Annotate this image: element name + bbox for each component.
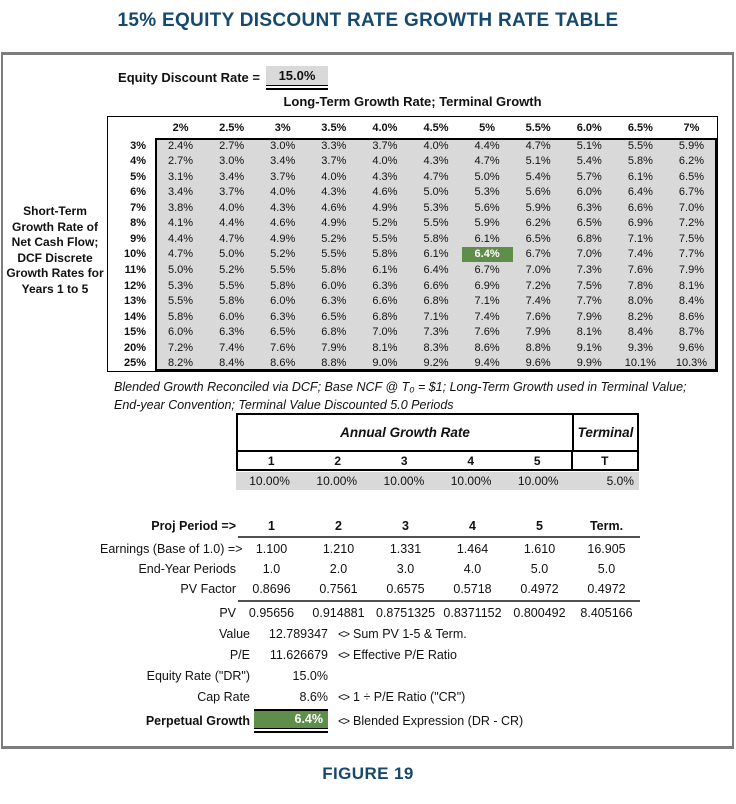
projection-value: 0.4972 [587,582,626,596]
matrix-cell: 7.5% [666,231,717,247]
projection-value: 0.8751325 [375,606,436,620]
matrix-cell: 7.9% [513,324,564,340]
matrix-row-header: 25% [123,357,146,370]
matrix-cell: 9.9% [564,355,615,371]
matrix-cell: 6.6% [410,278,461,294]
annual-growth-rate-title: Annual Growth Rate [340,425,470,440]
matrix-cell: 6.7% [666,185,717,201]
projection-value: 5.0 [530,562,549,576]
terminal-header: Terminal [572,415,637,450]
matrix-cell: 3.3% [308,138,359,154]
matrix-cell: 7.8% [615,278,666,294]
matrix-row-header: 4% [130,155,146,168]
matrix-col-header: 6.5% [627,121,653,134]
matrix-row-header: 15% [123,326,146,339]
projection-value: 1.331 [389,542,422,556]
matrix-cell: 3.7% [206,185,257,201]
projection-value: 2.0 [329,562,348,576]
matrix-cell: 6.7% [513,247,564,263]
matrix-cell: 9.0% [359,355,410,371]
annual-growth-period-row [236,452,639,471]
summary-note [336,627,700,641]
projection-value: 1.0 [262,562,281,576]
projection-value: 1 [268,518,275,533]
matrix-cell: 2.4% [155,138,206,154]
matrix-col-header: 5.5% [525,121,551,134]
matrix-col-header: 4.0% [372,121,398,134]
matrix-cell: 6.3% [359,278,410,294]
annual-growth-period-header: 5 [533,453,541,468]
matrix-cell: 6.0% [257,293,308,309]
matrix-cell: 3.7% [308,154,359,170]
matrix-cell: 6.0% [564,185,615,201]
matrix-cell: 6.2% [513,216,564,232]
annual-growth-period-header: 4 [467,453,475,468]
matrix-cell: 9.6% [513,355,564,371]
matrix-cell: 4.3% [308,185,359,201]
matrix-cell: 7.9% [564,309,615,325]
projection-row-label: Earnings (Base of 1.0) => [100,542,243,556]
page-title: 15% EQUITY DISCOUNT RATE GROWTH RATE TABLE [117,10,619,31]
matrix-cell: 4.0% [308,169,359,185]
matrix-cell: 7.4% [206,340,257,356]
matrix-cell: 4.7% [462,154,513,170]
matrix-row-header: 12% [123,279,146,292]
matrix-cell: 3.8% [155,200,206,216]
matrix-cell: 4.7% [410,169,461,185]
summary-row-label: Perpetual Growth [145,713,250,728]
matrix-cell: 5.4% [564,154,615,170]
matrix-cell: 8.6% [666,309,717,325]
matrix-cell: 6.3% [564,200,615,216]
matrix-cell: 4.0% [257,185,308,201]
matrix-cell: 5.5% [206,278,257,294]
matrix-cell: 7.7% [666,247,717,263]
matrix-cell: 8.2% [155,355,206,371]
matrix-cell: 8.6% [257,355,308,371]
projection-row [100,603,640,623]
matrix-cell: 8.1% [666,278,717,294]
matrix-cell: 5.4% [513,169,564,185]
matrix-row-header: 9% [130,232,146,245]
matrix-cell: 7.6% [513,309,564,325]
matrix-cell: 8.8% [308,355,359,371]
matrix-cell: 7.1% [410,309,461,325]
matrix-cell: 5.5% [308,247,359,263]
projection-value: 4.0 [463,562,482,576]
matrix-cell: 3.7% [359,138,410,154]
equity-discount-rate-label: Equity Discount Rate = [118,70,260,85]
diamond-marker: <> [338,626,349,641]
matrix-cell: 9.4% [462,355,513,371]
matrix-cell: 6.1% [462,231,513,247]
matrix-cell: 4.6% [257,216,308,232]
projection-value: 0.8371152 [443,606,502,620]
matrix-cell: 6.7% [462,262,513,278]
matrix-cell: 9.2% [410,355,461,371]
projection-value: 1.210 [322,542,355,556]
projection-value: 1.464 [456,542,489,556]
matrix-cell: 10.1% [615,355,666,371]
projection-value: 1.610 [523,542,556,556]
matrix-cell: 6.5% [666,169,717,185]
matrix-cell: 8.8% [513,340,564,356]
summary-note [336,714,700,728]
matrix-cell: 7.0% [666,200,717,216]
matrix-row-header: 11% [124,264,146,277]
matrix-cell: 6.5% [564,216,615,232]
projection-row [100,559,640,579]
matrix-cell: 7.4% [615,247,666,263]
matrix-cell: 2.7% [206,138,257,154]
matrix-cell: 5.5% [257,262,308,278]
matrix-cell: 8.0% [615,293,666,309]
matrix-highlighted-cell: 6.4% [462,247,513,263]
summary-row-label: Equity Rate ("DR") [146,668,250,683]
matrix-cell: 5.3% [410,200,461,216]
projection-value: 0.95656 [248,606,295,620]
projection-value: 2 [335,518,342,533]
matrix-cell: 7.6% [257,340,308,356]
projection-row [100,579,640,599]
summary-note-text: 1 ÷ P/E Ratio ("CR") [353,689,466,704]
matrix-col-header: 7% [683,121,700,134]
matrix-cell: 5.3% [155,278,206,294]
diamond-marker: <> [338,689,349,704]
figure-caption: FIGURE 19 [322,764,414,783]
annual-growth-value: 10.00% [316,474,358,488]
matrix-cell: 7.3% [564,262,615,278]
matrix-cell: 5.8% [410,231,461,247]
summary-row-label: P/E [229,647,250,662]
matrix-cell: 4.6% [359,185,410,201]
matrix-cell: 5.1% [564,138,615,154]
projection-row-label: PV Factor [180,582,236,596]
growth-matrix [107,116,718,372]
matrix-cell: 8.1% [359,340,410,356]
matrix-cell: 6.5% [257,324,308,340]
matrix-cell: 7.6% [615,262,666,278]
matrix-cell: 5.3% [462,185,513,201]
matrix-cell: 3.0% [257,138,308,154]
matrix-cell: 7.4% [513,293,564,309]
matrix-row-header: 13% [123,295,146,308]
footnote-line-1: Blended Growth Reconciled via DCF; Base NCF @ T₀ = $1; Long-Term Growth used in Terminal Value; [114,380,687,394]
annual-growth-value: 10.00% [450,474,492,488]
matrix-cell: 5.2% [308,231,359,247]
matrix-cell: 4.0% [206,200,257,216]
matrix-col-header: 3.5% [321,121,347,134]
matrix-cell: 5.9% [462,216,513,232]
projection-value: 3.0 [396,562,415,576]
matrix-row-header: 7% [130,201,146,214]
matrix-cell: 3.7% [257,169,308,185]
matrix-cell: 5.0% [206,247,257,263]
projection-value: 0.914881 [312,606,365,620]
projection-total-rule [238,600,640,602]
projection-row-label: End-Year Periods [138,562,236,576]
matrix-cell: 5.6% [462,200,513,216]
matrix-col-header: 5% [479,121,496,134]
summary-row [100,707,700,734]
matrix-cell: 6.6% [359,293,410,309]
summary-row-label: Cap Rate [197,689,250,704]
matrix-cell: 6.5% [308,309,359,325]
projection-row [100,539,640,559]
matrix-cell: 4.3% [257,200,308,216]
matrix-cell: 8.4% [666,293,717,309]
matrix-cell: 6.9% [462,278,513,294]
summary-note-text: Blended Expression (DR - CR) [353,713,524,728]
projection-value: Term. [589,518,624,533]
matrix-cell: 4.9% [257,231,308,247]
matrix-cell: 6.8% [359,309,410,325]
projection-row-label: PV [219,606,236,620]
matrix-cell: 7.9% [308,340,359,356]
projection-value: 0.7561 [319,582,358,596]
matrix-cell: 8.4% [206,355,257,371]
matrix-cell: 9.3% [615,340,666,356]
summary-note-text: Effective P/E Ratio [353,647,458,662]
matrix-cell: 4.0% [359,154,410,170]
matrix-cell: 5.9% [513,200,564,216]
matrix-cell: 9.1% [564,340,615,356]
matrix-cell: 6.9% [615,216,666,232]
matrix-cell: 6.0% [155,324,206,340]
projection-value: 1.100 [255,542,288,556]
summary-row [100,644,700,665]
annual-growth-rate-table [236,413,639,490]
matrix-cell: 6.8% [308,324,359,340]
matrix-cell: 4.7% [513,138,564,154]
matrix-cell: 7.6% [462,324,513,340]
matrix-cell: 8.1% [564,324,615,340]
summary-row [100,623,700,644]
matrix-cell: 8.2% [615,309,666,325]
projection-row [100,516,640,535]
matrix-cell: 5.5% [615,138,666,154]
matrix-cell: 5.0% [462,169,513,185]
matrix-cell: 5.2% [206,262,257,278]
matrix-row-header: 5% [130,170,146,183]
matrix-cell: 5.5% [155,293,206,309]
projection-value: 3 [402,518,409,533]
matrix-cell: 7.2% [513,278,564,294]
summary-value: 11.626679 [269,647,328,662]
matrix-row-header: 14% [123,310,146,323]
matrix-cell: 6.1% [359,262,410,278]
matrix-cell: 4.4% [206,216,257,232]
matrix-cell: 7.1% [615,231,666,247]
matrix-cell: 3.1% [155,169,206,185]
matrix-cell: 6.8% [410,293,461,309]
matrix-cell: 6.2% [666,154,717,170]
annual-growth-value: 5.0% [606,474,634,488]
matrix-cell: 6.8% [564,231,615,247]
matrix-cell: 5.8% [206,293,257,309]
matrix-cell: 8.3% [410,340,461,356]
matrix-cell: 6.4% [410,262,461,278]
projection-value: 0.800492 [513,606,566,620]
projection-header-rule [238,536,640,538]
matrix-cell: 6.3% [206,324,257,340]
matrix-cell: 8.4% [615,324,666,340]
matrix-cell: 8.7% [666,324,717,340]
projection-value: 16.905 [587,542,626,556]
projection-row-label: Proj Period => [151,518,236,533]
matrix-cell: 4.1% [155,216,206,232]
matrix-cell: 5.0% [410,185,461,201]
matrix-row-header: 10% [123,248,146,261]
diamond-marker: <> [338,647,349,662]
matrix-cell: 4.3% [410,154,461,170]
matrix-cell: 4.9% [359,200,410,216]
projection-value: 0.4972 [520,582,559,596]
matrix-cell: 4.7% [155,247,206,263]
perpetual-growth-value: 6.4% [254,709,328,729]
matrix-col-header: 3% [274,121,291,134]
matrix-cell: 10.3% [666,355,717,371]
projection-value: 0.5718 [453,582,492,596]
matrix-cell: 5.5% [410,216,461,232]
matrix-cell: 6.1% [615,169,666,185]
matrix-cell: 8.6% [462,340,513,356]
matrix-row-header: 6% [130,186,146,199]
matrix-col-header: 4.5% [423,121,449,134]
matrix-cell: 7.0% [359,324,410,340]
matrix-cell: 6.3% [257,309,308,325]
matrix-cell: 4.4% [155,231,206,247]
matrix-cell: 5.9% [666,138,717,154]
matrix-cell: 4.4% [462,138,513,154]
matrix-cell: 5.8% [155,309,206,325]
matrix-cell: 4.9% [308,216,359,232]
matrix-cell: 7.0% [513,262,564,278]
projection-value: 4 [469,518,476,533]
annual-growth-value: 10.00% [517,474,559,488]
matrix-cell: 9.6% [666,340,717,356]
annual-growth-period-header: 2 [334,453,342,468]
summary-value: 8.6% [299,689,328,704]
matrix-cell: 6.5% [513,231,564,247]
projection-table [100,516,640,623]
matrix-cell: 7.2% [155,340,206,356]
summary-value: 15.0% [292,668,328,683]
matrix-cell: 5.8% [308,262,359,278]
matrix-row-header: 3% [130,139,146,152]
matrix-cell: 2.7% [155,154,206,170]
annual-growth-value: 10.00% [249,474,290,488]
annual-growth-value: 10.00% [383,474,425,488]
matrix-cell: 3.0% [206,154,257,170]
equity-discount-rate-cell-underline [266,66,328,90]
matrix-cell: 3.4% [206,169,257,185]
annual-growth-period-header: 1 [267,453,275,468]
matrix-cell: 7.0% [564,247,615,263]
matrix-cell: 4.3% [359,169,410,185]
matrix-cell: 5.6% [513,185,564,201]
summary-note [336,690,700,704]
equity-discount-rate-value: 15.0% [266,66,328,86]
projection-value: 0.8696 [252,582,291,596]
matrix-cell: 6.4% [615,185,666,201]
matrix-cell: 6.3% [308,293,359,309]
matrix-cell: 5.7% [564,169,615,185]
matrix-col-header: 6.0% [576,121,602,134]
matrix-cell: 5.8% [615,154,666,170]
matrix-cell: 5.2% [257,247,308,263]
matrix-corner [108,117,155,138]
matrix-cell: 5.2% [359,216,410,232]
summary-note [336,648,700,662]
matrix-cell: 6.0% [308,278,359,294]
matrix-cell: 3.4% [155,185,206,201]
matrix-cell: 7.4% [462,309,513,325]
matrix-row-header: 20% [123,341,146,354]
matrix-cell: 4.0% [410,138,461,154]
matrix-cell: 4.7% [206,231,257,247]
summary-row [100,686,700,707]
long-term-growth-header: Long-Term Growth Rate; Terminal Growth [283,94,542,109]
summary-value: 12.789347 [268,626,328,641]
footnote-line-2: End-year Convention; Terminal Value Discounted 5.0 Periods [114,397,454,412]
summary-note-text: Sum PV 1-5 & Term. [353,626,467,641]
matrix-cell: 5.1% [513,154,564,170]
matrix-col-header: 2% [172,121,189,134]
matrix-cell: 6.6% [615,200,666,216]
annual-growth-period-header: T [571,452,638,469]
matrix-cell: 6.0% [206,309,257,325]
matrix-row-header: 8% [130,217,146,230]
matrix-cell: 5.8% [359,247,410,263]
matrix-cell: 7.9% [666,262,717,278]
matrix-cell: 5.5% [359,231,410,247]
short-term-growth-axis-label: Short-Term Growth Rate of Net Cash Flow; DCF Discrete Growth Rates for Years 1 to 5 [6,204,104,296]
summary-row [100,665,700,686]
matrix-cell: 7.5% [564,278,615,294]
matrix-footnote [114,379,718,415]
summary-row-label: Value [218,626,250,641]
annual-growth-rate-header-row [236,413,639,452]
matrix-cell: 6.1% [410,247,461,263]
projection-value: 0.6575 [386,582,425,596]
matrix-cell: 7.1% [462,293,513,309]
annual-growth-value-row [236,472,639,490]
projection-value: 8.405166 [580,606,633,620]
matrix-cell: 4.6% [308,200,359,216]
perpetual-growth-cell-underline [254,709,328,733]
annual-growth-period-header: 3 [400,453,408,468]
matrix-cell: 5.0% [155,262,206,278]
matrix-cell: 7.2% [666,216,717,232]
matrix-cell: 7.7% [564,293,615,309]
projection-value: 5.0 [597,562,616,576]
matrix-cell: 5.8% [257,278,308,294]
matrix-cell: 7.3% [410,324,461,340]
diamond-marker: <> [338,713,349,728]
matrix-cell: 3.4% [257,154,308,170]
summary-section [100,623,700,734]
matrix-col-header: 2.5% [219,121,245,134]
projection-value: 5 [536,518,543,533]
